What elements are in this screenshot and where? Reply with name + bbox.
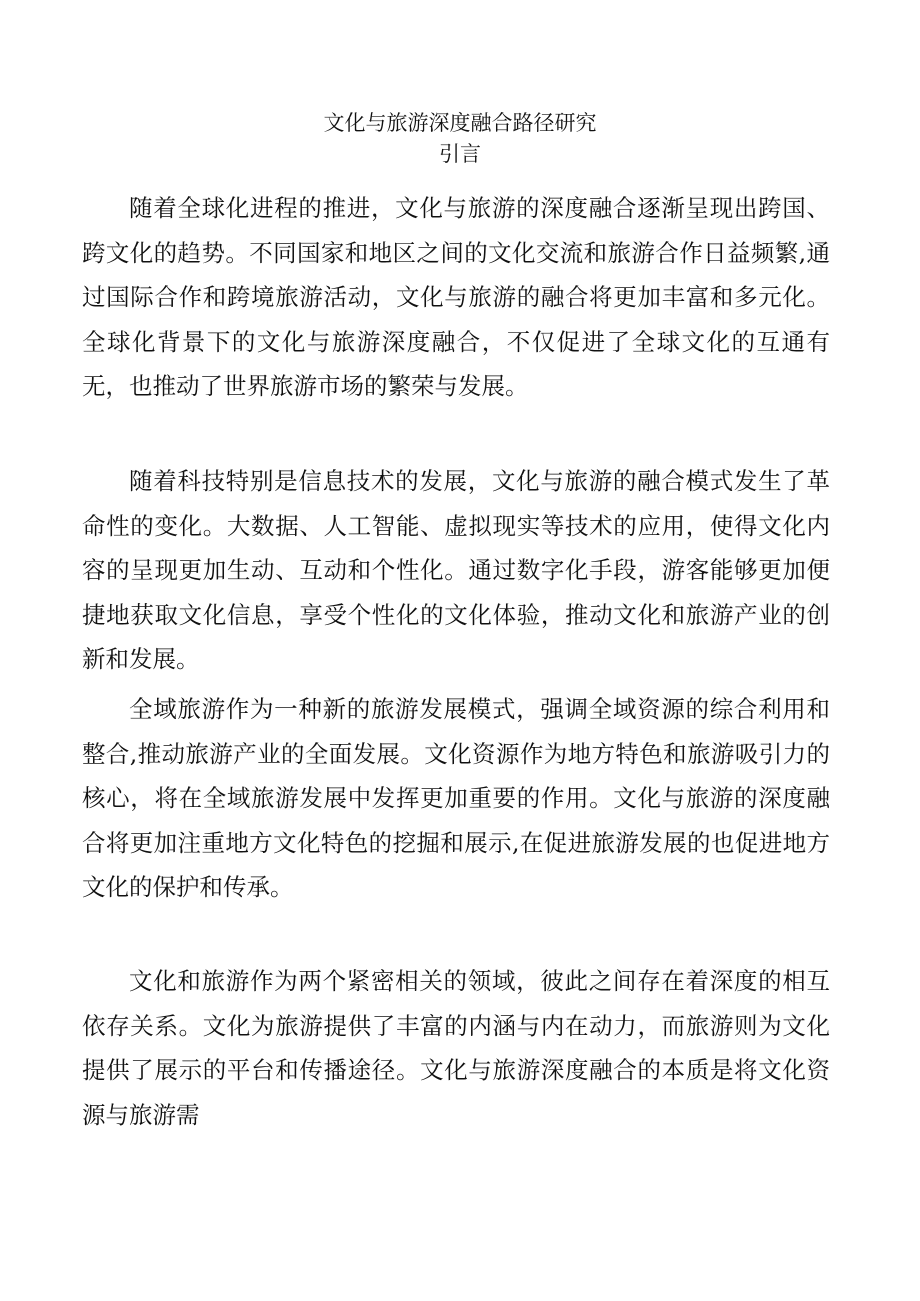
- paragraph-3: 全域旅游作为一种新的旅游发展模式，强调全域资源的综合利用和整合,推动旅游产业的全面发展。文化资源作为地方特色和旅游吸引力的核心，将在全域旅游发展中发挥更加重要的作用。文化与旅游的深度融合将更加注重地方文化特色的挖掘和展示,在促进旅游发展的也促进地方文化的保护和传承。: [82, 695, 830, 901]
- document-title: 文化与旅游深度融合路径研究: [323, 111, 597, 135]
- paragraph-2: 随着科技特别是信息技术的发展，文化与旅游的融合模式发生了革命性的变化。大数据、人工智能、虚拟现实等技术的应用，使得文化内容的呈现更加生动、互动和个性化。通过数字化手段，游客能够更加便捷地获取文化信息，享受个性化的文化体验，推动文化和旅游产业的创新和发展。: [82, 467, 830, 673]
- section-heading: 引言: [439, 142, 481, 166]
- paragraph-1: 随着全球化进程的推进，文化与旅游的深度融合逐渐呈现出跨国、跨文化的趋势。不同国家和地区之间的文化交流和旅游合作日益频繁,通过国际合作和跨境旅游活动，文化与旅游的融合将更加丰富和多元化。全球化背景下的文化与旅游深度融合，不仅促进了全球文化的互通有无，也推动了世界旅游市场的繁荣与发展。: [82, 194, 830, 400]
- paragraph-4: 文化和旅游作为两个紧密相关的领域，彼此之间存在着深度的相互依存关系。文化为旅游提供了丰富的内涵与内在动力，而旅游则为文化提供了展示的平台和传播途径。文化与旅游深度融合的本质是将文化资源与旅游需: [82, 967, 830, 1129]
